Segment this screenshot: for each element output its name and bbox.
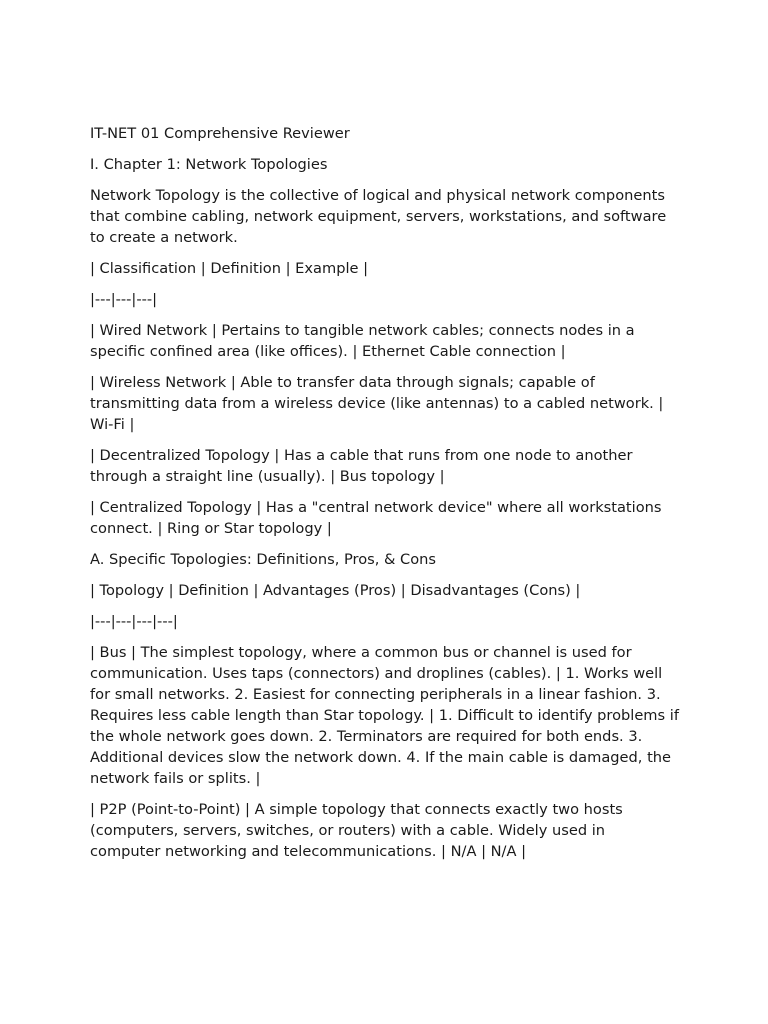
table1-row-wireless: | Wireless Network | Able to transfer data through signals; capable of transmitting data from a wireless device (like antennas) to a cabled network. | Wi-Fi | [90,374,664,433]
table2-row-bus: | Bus | The simplest topology, where a common bus or channel is used for communication. Uses taps (connectors) and droplines (cables). | 1. Works well for small networks. 2. Easiest for connecting peripherals in a linear fashion. 3. Requires less cable length than Star topology. | 1. Difficult to identify problems if the whole network goes down. 2. Terminators are required for both ends. 3. Additional devices slow the network down. 4. If the main cable is damaged, the network fails or splits. | [90,644,679,787]
table2-row-p2p: | P2P (Point-to-Point) | A simple topology that connects exactly two hosts (computers, servers, switches, or routers) with a cable. Widely used in computer networking and telecommunications. | N/A | N/A | [90,801,623,860]
document-title: IT-NET 01 Comprehensive Reviewer [90,125,350,142]
table1-separator: |---|---|---| [90,291,158,308]
table2-separator: |---|---|---|---| [90,613,178,630]
chapter-heading: I. Chapter 1: Network Topologies [90,156,328,173]
table1-row-wired: | Wired Network | Pertains to tangible network cables; connects nodes in a specific confined area (like offices). | Ethernet Cable connection | [90,322,635,360]
table1-row-centralized: | Centralized Topology | Has a "central network device" where all workstations connect. | Ring or Star topology | [90,499,662,537]
table2-header: | Topology | Definition | Advantages (Pros) | Disadvantages (Cons) | [90,582,581,599]
document-page [90,123,680,872]
table1-header: | Classification | Definition | Example | [90,260,369,277]
table1-row-decentralized: | Decentralized Topology | Has a cable that runs from one node to another through a straight line (usually). | Bus topology | [90,447,633,485]
section-a-heading: A. Specific Topologies: Definitions, Pros, & Cons [90,551,437,568]
intro-paragraph: Network Topology is the collective of logical and physical network components that combine cabling, network equipment, servers, workstations, and software to create a network. [90,187,667,246]
